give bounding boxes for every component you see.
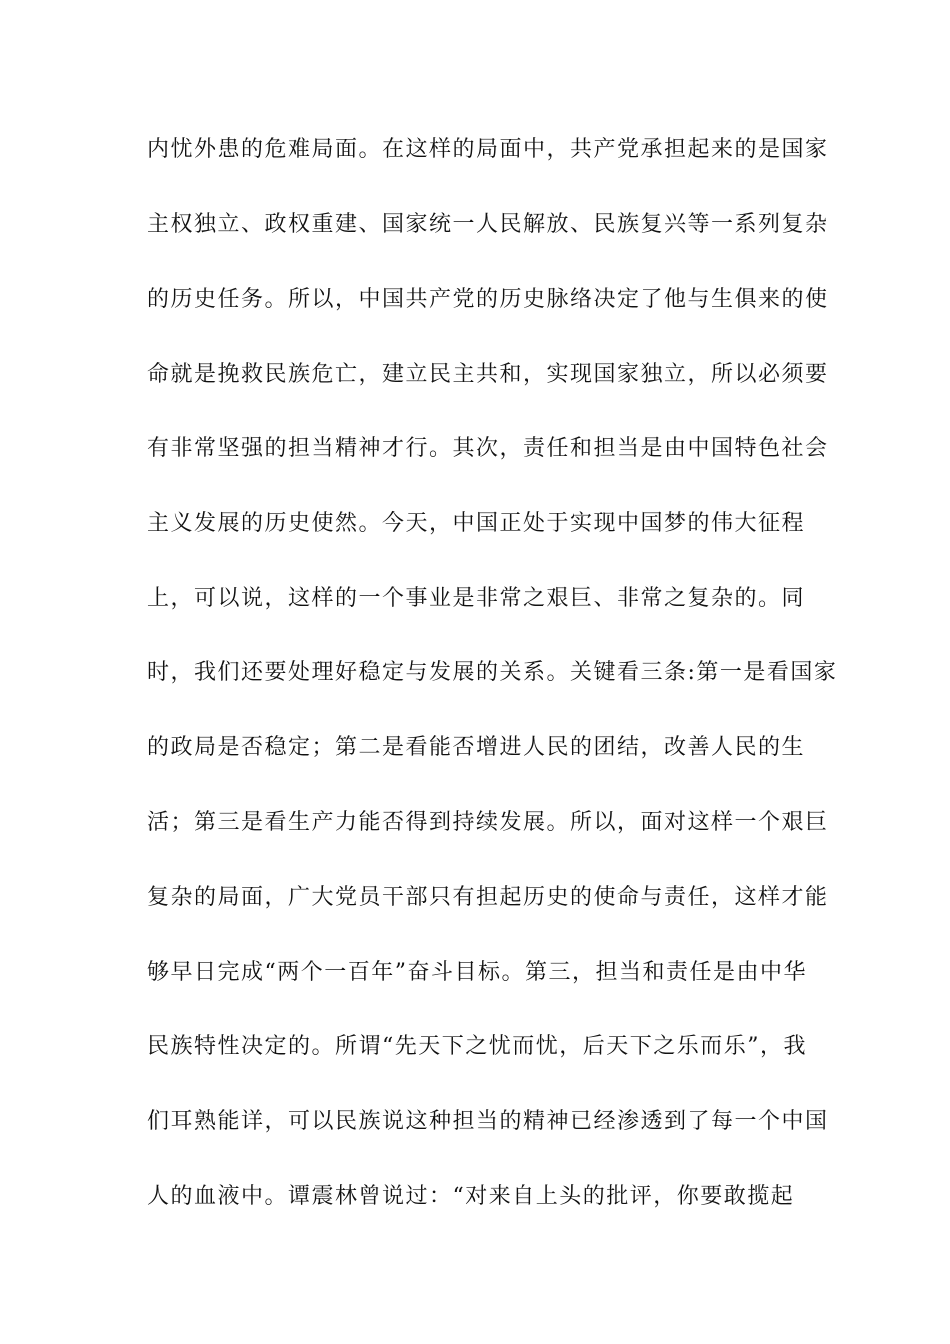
- text-line: 有非常坚强的担当精神才行。其次，责任和担当是由中国特色社会: [147, 436, 829, 461]
- text-line: 们耳熟能详，可以民族说这种担当的精神已经渗透到了每一个中国: [147, 1109, 829, 1134]
- text-line: 主权独立、政权重建、国家统一人民解放、民族复兴等一系列复杂: [147, 212, 829, 237]
- text-line: 时，我们还要处理好稳定与发展的关系。关键看三条:第一是看国家: [147, 660, 838, 685]
- text-line: 的历史任务。所以，中国共产党的历史脉络决定了他与生俱来的使: [147, 287, 829, 312]
- text-line: 内忧外患的危难局面。在这样的局面中，共产党承担起来的是国家: [147, 137, 829, 162]
- text-line: 的政局是否稳定；第二是看能否增进人民的团结，改善人民的生: [147, 735, 806, 760]
- text-line: 上，可以说，这样的一个事业是非常之艰巨、非常之复杂的。同: [147, 586, 806, 611]
- text-line: 复杂的局面，广大党员干部只有担起历史的使命与责任，这样才能: [147, 885, 829, 910]
- text-line: 民族特性决定的。所谓“先天下之忧而忧，后天下之乐而乐”，我: [147, 1034, 807, 1059]
- text-line: 人的血液中。谭震林曾说过：“对来自上头的批评，你要敢揽起: [147, 1184, 795, 1209]
- text-line: 命就是挽救民族危亡，建立民主共和，实现国家独立，所以必须要: [147, 362, 829, 387]
- text-line: 够早日完成“两个一百年”奋斗目标。第三，担当和责任是由中华: [147, 960, 807, 985]
- text-line: 主义发展的历史使然。今天，中国正处于实现中国梦的伟大征程: [147, 511, 806, 536]
- text-line: 活；第三是看生产力能否得到持续发展。所以，面对这样一个艰巨: [147, 810, 829, 835]
